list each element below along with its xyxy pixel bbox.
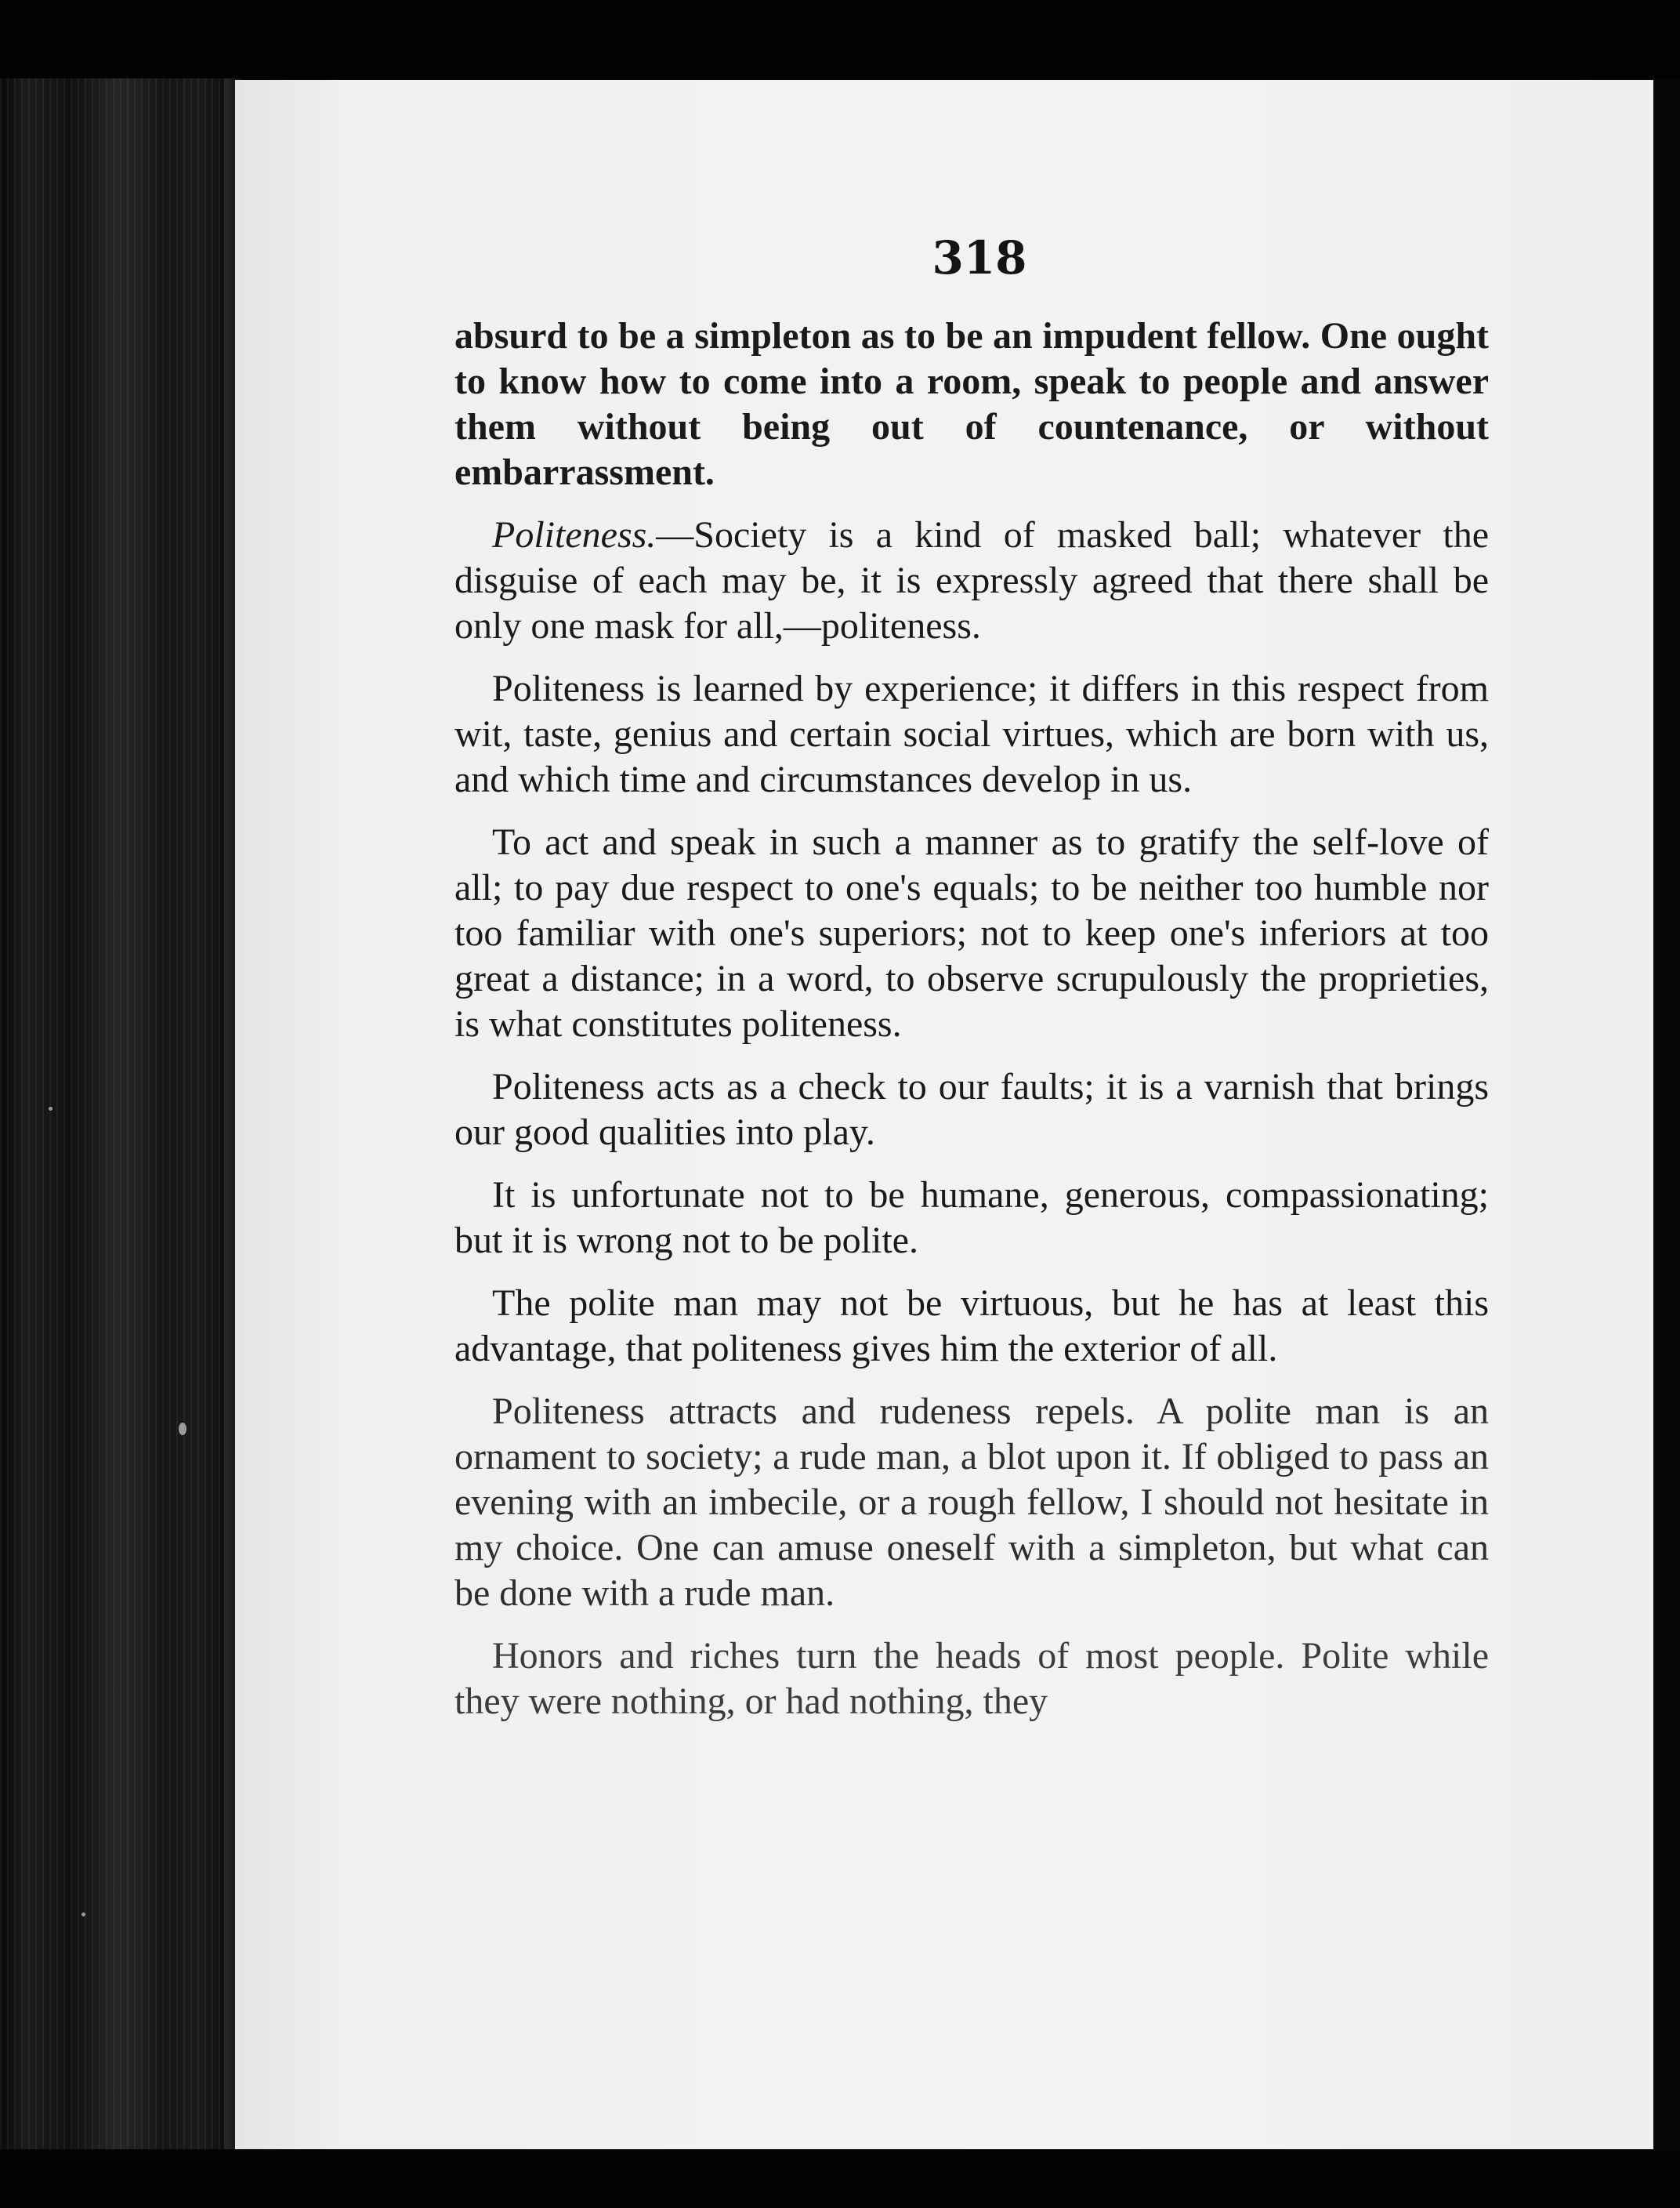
page-body (454, 314, 1489, 1742)
spine-speck (49, 1107, 52, 1111)
paragraph: It is unfortunate not to be humane, generous, compassionating; but it is wrong not to be polite. (454, 1174, 1489, 1261)
paragraph-politeness-heading (454, 513, 1489, 649)
paragraph: Honors and riches turn the heads of most people. Polite while they were nothing, or had nothing, they (454, 1635, 1489, 1722)
paragraph: Politeness attracts and rudeness repels. A polite man is an ornament to society; a rude man, a blot upon it. If obliged to pass an evening with an imbecile, or a rough fellow, I should not hesitate in my choice. One can amuse oneself with a simpleton, but what can be done with a rude man. (454, 1390, 1489, 1614)
paragraph: Politeness is learned by experience; it differs in this respect from wit, taste, genius and certain social virtues, which are born with us, and which time and circumstances develop in us. (454, 668, 1489, 800)
paragraph: Politeness acts as a check to our faults; it is a varnish that brings our good qualities into play. (454, 1066, 1489, 1153)
paragraph-continuation: absurd to be a simpleton as to be an impudent fellow. One ought to know how to come into a room, speak to people and answer them without being out of countenance, or without embarrassment. (454, 315, 1489, 493)
scan-bottom-border (0, 2149, 1680, 2208)
spine-speck (81, 1913, 85, 1916)
paragraph: The polite man may not be virtuous, but he has at least this advantage, that politeness gives him the exterior of all. (454, 1282, 1489, 1369)
scan-right-border (1653, 78, 1680, 2208)
paragraph-lead: Politeness. (492, 514, 657, 556)
page-number: 318 (932, 231, 1027, 285)
spine-speck (179, 1423, 186, 1435)
book-spine (0, 78, 235, 2163)
paragraph: To act and speak in such a manner as to gratify the self-love of all; to pay due respect to one's equals; to be neither too humble nor too familiar with one's superiors; not to keep one's inferiors at too great a distance; in a word, to observe scrupulously the proprieties, is what constitutes politeness. (454, 821, 1489, 1045)
paragraph-text: —Society is a kind of masked ball; whatever the disguise of each may be, it is expressly agreed that there shall be only one mask for all,—politeness. (454, 514, 1489, 647)
scan-top-border (0, 0, 1680, 78)
